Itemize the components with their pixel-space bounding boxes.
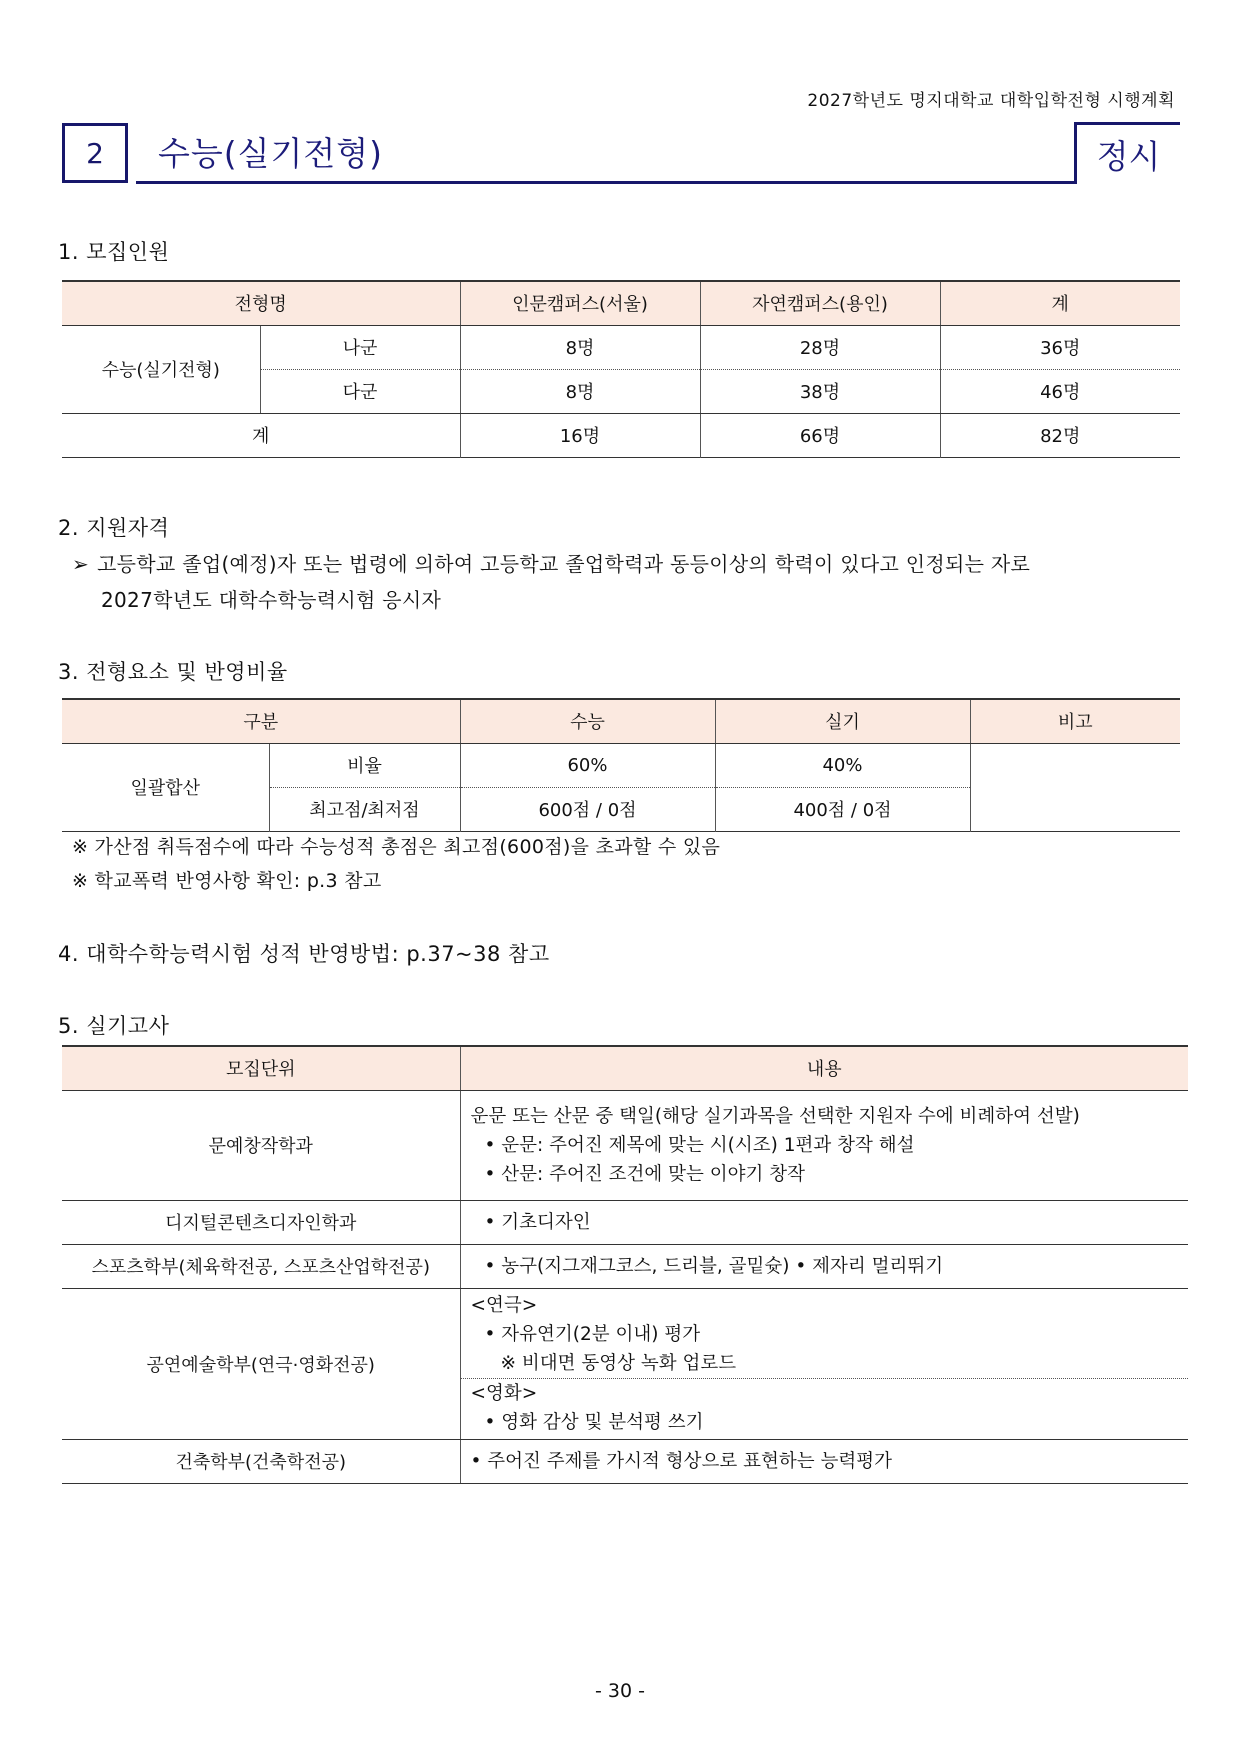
group-cell: 일괄합산 bbox=[62, 743, 269, 831]
table-row bbox=[62, 325, 1180, 369]
section-title-bar bbox=[62, 118, 1180, 186]
table-cell: 66명 bbox=[700, 413, 940, 457]
table-header-row bbox=[62, 281, 1180, 325]
header-cell: 모집단위 bbox=[62, 1046, 460, 1090]
table-cell: 비율 bbox=[269, 743, 460, 787]
header-cell: 실기 bbox=[715, 699, 970, 743]
eligibility-line-1: ➢ 고등학교 졸업(예정)자 또는 법령에 의하여 고등학교 졸업학력과 동등이상의 학력이 있다고 인정되는 자로 bbox=[72, 552, 1031, 576]
table-row bbox=[62, 1439, 1188, 1483]
table-total-row bbox=[62, 413, 1180, 457]
header-cell: 내용 bbox=[460, 1046, 1188, 1090]
table-cell: 28명 bbox=[700, 325, 940, 369]
table-cell: 36명 bbox=[940, 325, 1180, 369]
table-cell: 최고점/최저점 bbox=[269, 787, 460, 831]
header-cell: 자연캠퍼스(용인) bbox=[700, 281, 940, 325]
header-cell: 수능 bbox=[460, 699, 715, 743]
section-number-box: 2 bbox=[62, 123, 128, 183]
admission-type-label: 정시 bbox=[1074, 122, 1180, 184]
table-row bbox=[62, 743, 1180, 787]
unit-cell: 디지털콘텐츠디자인학과 bbox=[62, 1200, 460, 1244]
eligibility-line-2: 2027학년도 대학수학능력시험 응시자 bbox=[101, 588, 442, 612]
table-cell: 계 bbox=[62, 413, 460, 457]
table-header-row bbox=[62, 699, 1180, 743]
unit-cell: 스포츠학부(체육학전공, 스포츠산업학전공) bbox=[62, 1244, 460, 1288]
table-row bbox=[62, 1288, 1188, 1439]
selection-ratio-table bbox=[62, 698, 1180, 832]
practical-exam-table bbox=[62, 1045, 1188, 1484]
table-cell: 60% bbox=[460, 743, 715, 787]
arrow-bullet-icon: ➢ bbox=[72, 552, 90, 576]
section-title: 수능(실기전형) bbox=[158, 134, 384, 173]
content-cell: • 기초디자인 bbox=[460, 1200, 1188, 1244]
table-header-row bbox=[62, 1046, 1188, 1090]
content-cell: • 농구(지그재그코스, 드리블, 골밑슛) • 제자리 멀리뛰기 bbox=[460, 1244, 1188, 1288]
note-bonus-score: ※ 가산점 취득점수에 따라 수능성적 총점은 최고점(600점)을 초과할 수 있음 bbox=[72, 836, 721, 858]
header-cell: 계 bbox=[940, 281, 1180, 325]
unit-cell: 공연예술학부(연극·영화전공) bbox=[62, 1288, 460, 1439]
heading-recruitment: 1. 모집인원 bbox=[58, 240, 170, 264]
table-cell: 600점 / 0점 bbox=[460, 787, 715, 831]
table-row bbox=[62, 1244, 1188, 1288]
remarks-cell bbox=[970, 743, 1180, 831]
heading-selection-elements: 3. 전형요소 및 반영비율 bbox=[58, 660, 288, 684]
recruitment-table bbox=[62, 280, 1180, 458]
table-cell: 400점 / 0점 bbox=[715, 787, 970, 831]
title-underline bbox=[136, 181, 1076, 184]
table-cell: 8명 bbox=[460, 325, 700, 369]
heading-csat-method: 4. 대학수학능력시험 성적 반영방법: p.37~38 참고 bbox=[58, 942, 550, 966]
table-cell: 46명 bbox=[940, 369, 1180, 413]
unit-cell: 문예창작학과 bbox=[62, 1090, 460, 1200]
table-cell: 다군 bbox=[260, 369, 460, 413]
table-row bbox=[62, 1090, 1188, 1200]
header-cell: 인문캠퍼스(서울) bbox=[460, 281, 700, 325]
heading-eligibility: 2. 지원자격 bbox=[58, 516, 170, 540]
table-cell: 82명 bbox=[940, 413, 1180, 457]
table-row bbox=[62, 1200, 1188, 1244]
table-cell: 16명 bbox=[460, 413, 700, 457]
header-cell: 전형명 bbox=[62, 281, 460, 325]
group-cell: 수능(실기전형) bbox=[62, 325, 260, 413]
table-cell: 나군 bbox=[260, 325, 460, 369]
unit-cell: 건축학부(건축학전공) bbox=[62, 1439, 460, 1483]
content-cell: 운문 또는 산문 중 택일(해당 실기과목을 선택한 지원자 수에 비례하여 선발) • 운문: 주어진 제목에 맞는 시(시조) 1편과 창작 해설 • 산문: 주어진 조건에 맞는 이야기 창작 bbox=[460, 1090, 1188, 1200]
table-cell: 40% bbox=[715, 743, 970, 787]
header-cell: 비고 bbox=[970, 699, 1180, 743]
note-school-violence: ※ 학교폭력 반영사항 확인: p.3 참고 bbox=[72, 870, 382, 892]
header-cell: 구분 bbox=[62, 699, 460, 743]
heading-practical-exam: 5. 실기고사 bbox=[58, 1014, 170, 1038]
table-cell: 8명 bbox=[460, 369, 700, 413]
table-cell: 38명 bbox=[700, 369, 940, 413]
page-number: - 30 - bbox=[595, 1680, 645, 1702]
content-cell: • 주어진 주제를 가시적 형상으로 표현하는 능력평가 bbox=[460, 1439, 1188, 1483]
document-header: 2027학년도 명지대학교 대학입학전형 시행계획 bbox=[807, 91, 1175, 111]
content-cell: <연극> • 자유연기(2분 이내) 평가 ※ 비대면 동영상 녹화 업로드 <영화> • 영화 감상 및 분석평 쓰기 bbox=[460, 1288, 1188, 1439]
